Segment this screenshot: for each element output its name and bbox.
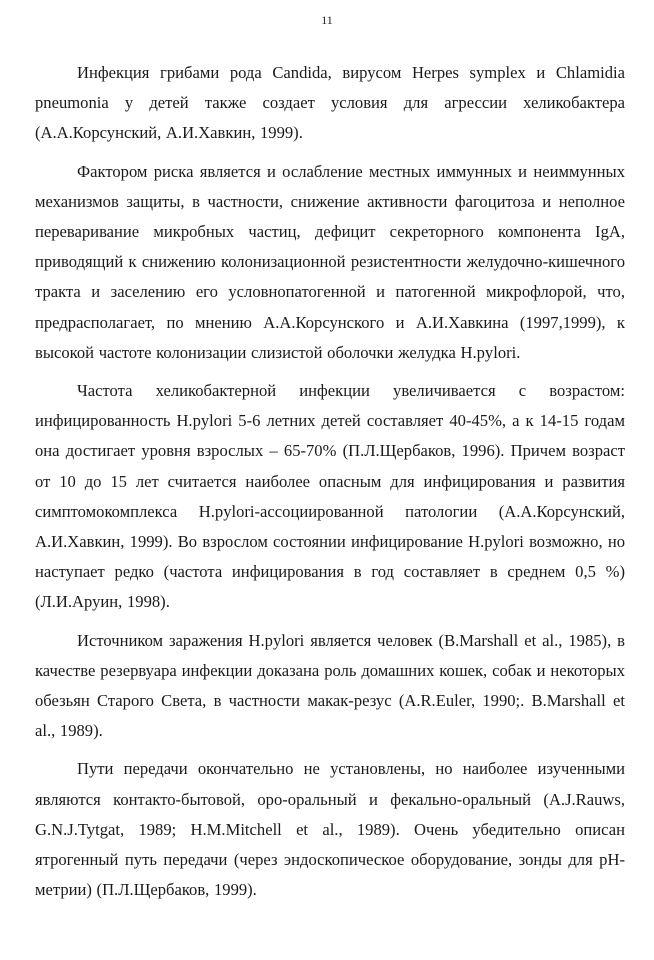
paragraph-infection-source: Источником заражения H.pylori является человек (B.Marshall et al., 1985), в качестве резервуара инфекции доказана роль домашних кошек, собак и некоторых обезьян Старого Света, в частности макак-резус (A.R.Euler, 1990;. B.Marshall et al., 1989). — [35, 630, 625, 741]
document-body — [35, 58, 625, 913]
paragraph-risk-factors: Фактором риска является и ослабление местных иммунных и неиммунных механизмов защиты, в частности, снижение активности фагоцитоза и неполное переваривание микробных частиц, дефицит секреторного компонента IgA, приводящий к снижению колонизационной резистентности желудочно-кишечного тракта и заселению его условнопатогенной и патогенной микрофлорой, что, предрасполагает, по мнению А.А.Корсунского и А.И.Хавкина (1997,1999), к высокой частоте колонизации слизистой оболочки желудка H.pylori. — [35, 161, 625, 362]
paragraph-candida-infection: Инфекция грибами рода Candida, вирусом Herpes symplex и Chlamidia pneumonia у детей также создает условия для агрессии хеликобактера (А.А.Корсунский, А.И.Хавкин, 1999). — [35, 63, 625, 143]
paragraph-transmission-routes: Пути передачи окончательно не установлены, но наиболее изученными являются контакто-бытовой, оро-оральный и фекально-оральный (A.J.Rauws, G.N.J.Tytgat, 1989; H.M.Mitchell et al., 1989). Очень убедительно описан ятрогенный путь передачи (через эндоскопическое оборудование, зонды для pH-метрии) (П.Л.Щербаков, 1999). — [35, 759, 625, 900]
paragraph-infection-frequency: Частота хеликобактерной инфекции увеличивается с возрастом: инфицированность H.pylori 5-6 летних детей составляет 40-45%, а к 14-15 годам она достигает уровня взрослых – 65-70% (П.Л.Щербаков, 1996). Причем возраст от 10 до 15 лет считается наиболее опасным для инфицирования и развития симптомокомплекса H.pylori-ассоциированной патологии (А.А.Корсунский, А.И.Хавкин, 1999). Во взрослом состоянии инфицирование H.pylori возможно, но наступает редко (частота инфицирования в год составляет в среднем 0,5 %) (Л.И.Аруин, 1998). — [35, 381, 625, 612]
page-number: 11 — [321, 13, 333, 27]
